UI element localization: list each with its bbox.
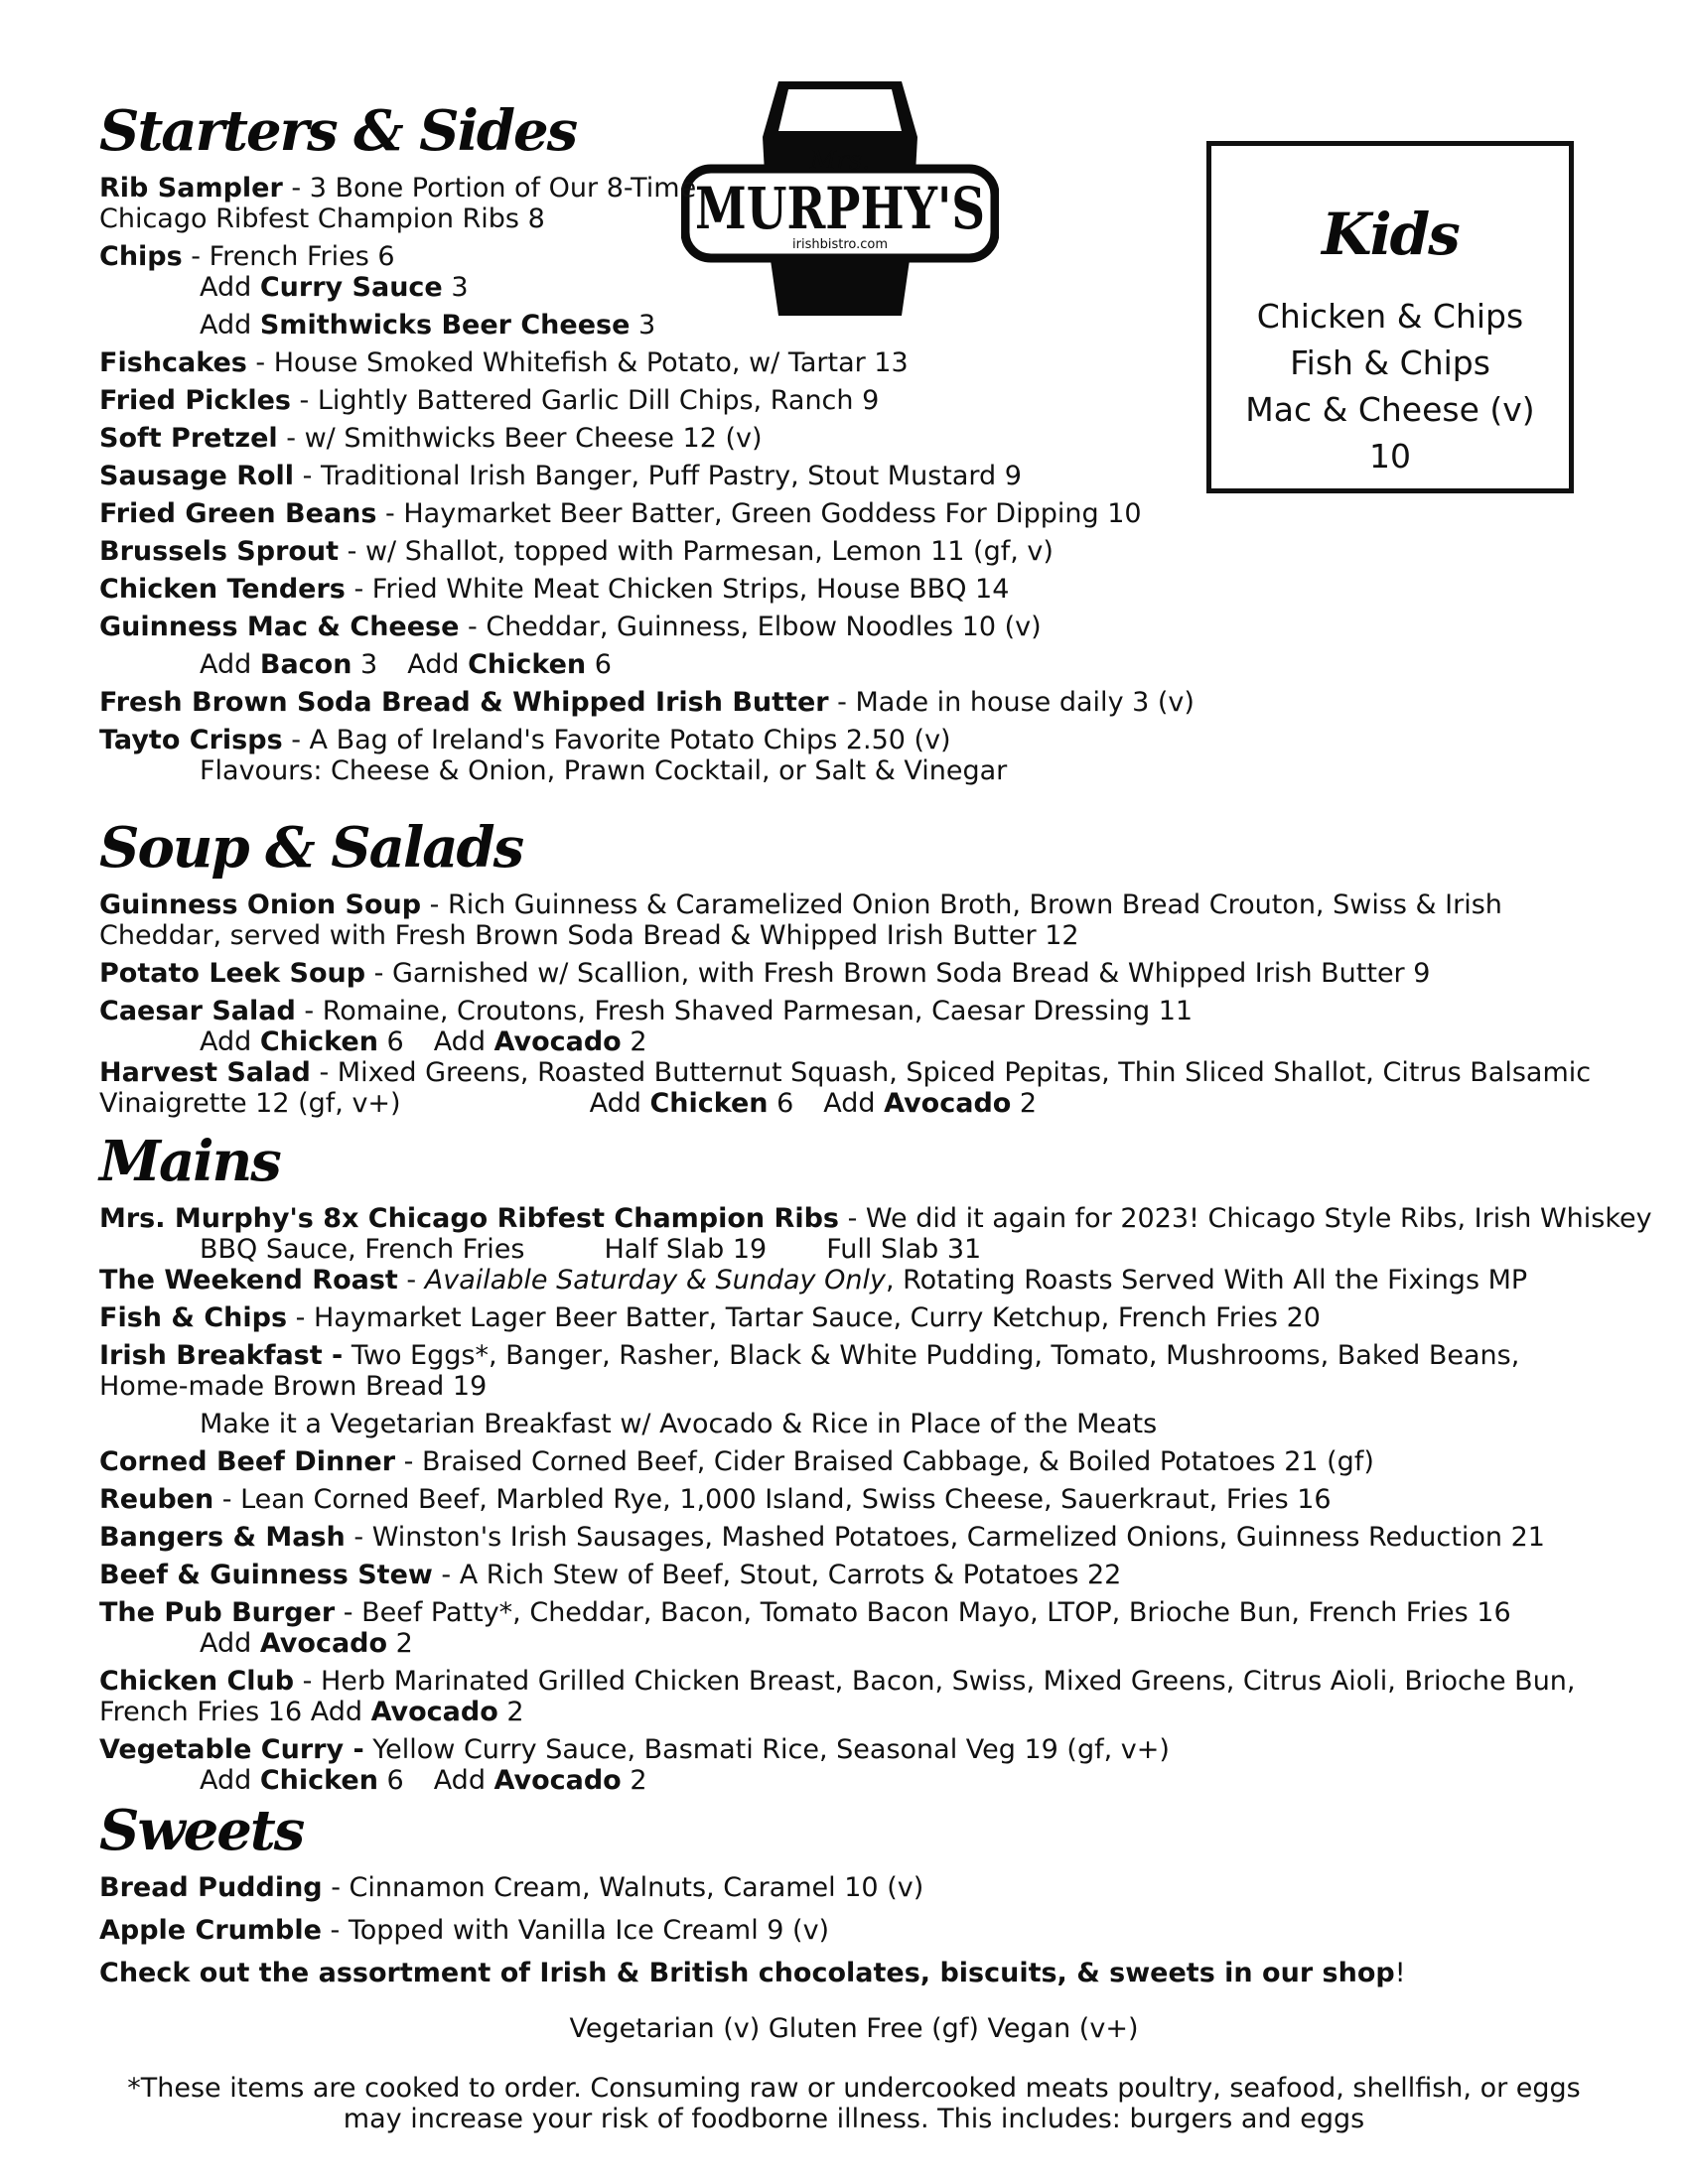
menu-item-vegetable-curry: Vegetable Curry - Yellow Curry Sauce, Basmati Rice, Seasonal Veg 19 (gf, v+) (99, 1734, 1170, 1765)
menu-item-irish-breakfast: Irish Breakfast - Two Eggs*, Banger, Rasher, Black & White Pudding, Tomato, Mushrooms, Baked Beans, Home-made Brown Bread 19 (99, 1340, 1520, 1402)
menu-item-beef-stew: Beef & Guinness Stew - A Rich Stew of Beef, Stout, Carrots & Potatoes 22 (99, 1560, 1122, 1590)
menu-item-bread-pudding: Bread Pudding - Cinnamon Cream, Walnuts, Caramel 10 (v) (99, 1872, 924, 1903)
kids-price: 10 (1369, 437, 1411, 476)
menu-item-fishcakes: Fishcakes - House Smoked Whitefish & Potato, w/ Tartar 13 (99, 347, 909, 378)
menu-item-reuben: Reuben - Lean Corned Beef, Marbled Rye, 1,000 Island, Swiss Cheese, Sauerkraut, Fries 16 (99, 1484, 1332, 1515)
soups-title: Soup & Salads (99, 815, 523, 881)
mains-section (99, 1129, 1652, 1796)
dietary-legend: Vegetarian (v) Gluten Free (gf) Vegan (v+) (569, 2013, 1139, 2044)
menu-item-chicken-club: Chicken Club - Herb Marinated Grilled Chicken Breast, Bacon, Swiss, Mixed Greens, Citrus Aioli, Brioche Bun, French Fries 16 Add Avocado 2 (99, 1666, 1576, 1727)
sweets-section (99, 1798, 1609, 1988)
kids-menu-box (1206, 141, 1574, 493)
menu-item-fried-pickles: Fried Pickles - Lightly Battered Garlic Dill Chips, Ranch 9 (99, 385, 880, 416)
menu-item-pub-burger: The Pub Burger - Beef Patty*, Cheddar, Bacon, Tomato Bacon Mayo, LTOP, Brioche Bun, French Fries 16 (99, 1597, 1511, 1628)
addon-curry: Add Chicken 6 Add Avocado 2 (200, 1765, 647, 1796)
addon-burger-avocado: Add Avocado 2 (200, 1628, 413, 1659)
sweets-title: Sweets (99, 1798, 304, 1863)
starters-section (99, 98, 1195, 786)
starters-title: Starters & Sides (99, 98, 577, 164)
ribs-options: BBQ Sauce, French Fries Half Slab 19 Full Slab 31 (200, 1234, 982, 1265)
menu-item-rib-sampler: Rib Sampler - 3 Bone Portion of Our 8-Time Chicago Ribfest Champion Ribs 8 (99, 173, 697, 234)
menu-item-bangers-mash: Bangers & Mash - Winston's Irish Sausages, Mashed Potatoes, Carmelized Onions, Guinness Reduction 21 (99, 1522, 1545, 1553)
logo-mrs: Mrs. (809, 146, 871, 176)
menu-item-guinness-mac: Guinness Mac & Cheese - Cheddar, Guinness, Elbow Noodles 10 (v) (99, 612, 1042, 642)
menu-item-brussels-sprout: Brussels Sprout - w/ Shallot, topped with Parmesan, Lemon 11 (gf, v) (99, 536, 1054, 567)
menu-item-weekend-roast: The Weekend Roast - Available Saturday & Sunday Only, Rotating Roasts Served With All the Fixings MP (99, 1265, 1528, 1296)
addon-bacon-chicken: Add Bacon 3 Add Chicken 6 (200, 649, 612, 680)
menu-item-soft-pretzel: Soft Pretzel - w/ Smithwicks Beer Cheese 12 (v) (99, 423, 763, 454)
addon-caesar: Add Chicken 6 Add Avocado 2 (200, 1026, 647, 1057)
logo-name: MURPHY'S (695, 175, 985, 242)
menu-item-apple-crumble: Apple Crumble - Topped with Vanilla Ice Creaml 9 (v) (99, 1915, 830, 1946)
addon-curry-sauce: Add Curry Sauce 3 (200, 272, 469, 303)
kids-item: Chicken & Chips (1256, 297, 1524, 336)
kids-item: Mac & Cheese (v) (1245, 390, 1535, 429)
menu-item-chips: Chips - French Fries 6 (99, 241, 395, 272)
addon-beer-cheese: Add Smithwicks Beer Cheese 3 (200, 310, 656, 341)
food-warning: *These items are cooked to order. Consuming raw or undercooked meats poultry, seafood, shellfish, or eggs may increase your risk of foodborne illness. This includes: burgers and eggs (127, 2073, 1581, 2134)
shop-note: Check out the assortment of Irish & British chocolates, biscuits, & sweets in our shop! (99, 1958, 1406, 1988)
soups-section (99, 815, 1609, 1119)
kids-title: Kids (1322, 201, 1459, 268)
breakfast-veg-option: Make it a Vegetarian Breakfast w/ Avocado & Rice in Place of the Meats (200, 1409, 1158, 1439)
menu-item-harvest-salad: Harvest Salad - Mixed Greens, Roasted Butternut Squash, Spiced Pepitas, Thin Sliced Shallot, Citrus Balsamic Vinaigrette 12 (gf, v+) Add Chicken 6 Add Avocado 2 (99, 1057, 1592, 1119)
mains-title: Mains (99, 1129, 280, 1194)
kids-item: Fish & Chips (1290, 343, 1490, 382)
menu-item-soda-bread: Fresh Brown Soda Bread & Whipped Irish Butter - Made in house daily 3 (v) (99, 687, 1195, 718)
menu-item-fish-chips: Fish & Chips - Haymarket Lager Beer Batter, Tartar Sauce, Curry Ketchup, French Fries 20 (99, 1302, 1321, 1333)
menu-item-leek-soup: Potato Leek Soup - Garnished w/ Scallion, with Fresh Brown Soda Bread & Whipped Irish Butter 9 (99, 958, 1431, 989)
logo-url: irishbistro.com (792, 237, 888, 252)
menu-item-chicken-tenders: Chicken Tenders - Fried White Meat Chicken Strips, House BBQ 14 (99, 574, 1010, 605)
menu-item-corned-beef: Corned Beef Dinner - Braised Corned Beef, Cider Braised Cabbage, & Boiled Potatoes 21 (gf) (99, 1446, 1374, 1477)
tayto-flavours: Flavours: Cheese & Onion, Prawn Cocktail, or Salt & Vinegar (200, 755, 1008, 786)
menu-item-onion-soup: Guinness Onion Soup - Rich Guinness & Caramelized Onion Broth, Brown Bread Crouton, Swiss & Irish Cheddar, served with Fresh Brown Soda Bread & Whipped Irish Butter 12 (99, 889, 1502, 951)
menu-item-caesar-salad: Caesar Salad - Romaine, Croutons, Fresh Shaved Parmesan, Caesar Dressing 11 (99, 996, 1194, 1026)
menu-item-green-beans: Fried Green Beans - Haymarket Beer Batter, Green Goddess For Dipping 10 (99, 498, 1142, 529)
menu-item-champion-ribs: Mrs. Murphy's 8x Chicago Ribfest Champion Ribs - We did it again for 2023! Chicago Style Ribs, Irish Whiskey (99, 1203, 1652, 1234)
menu-item-sausage-roll: Sausage Roll - Traditional Irish Banger, Puff Pastry, Stout Mustard 9 (99, 461, 1022, 491)
menu-item-tayto-crisps: Tayto Crisps - A Bag of Ireland's Favorite Potato Chips 2.50 (v) (99, 725, 951, 755)
